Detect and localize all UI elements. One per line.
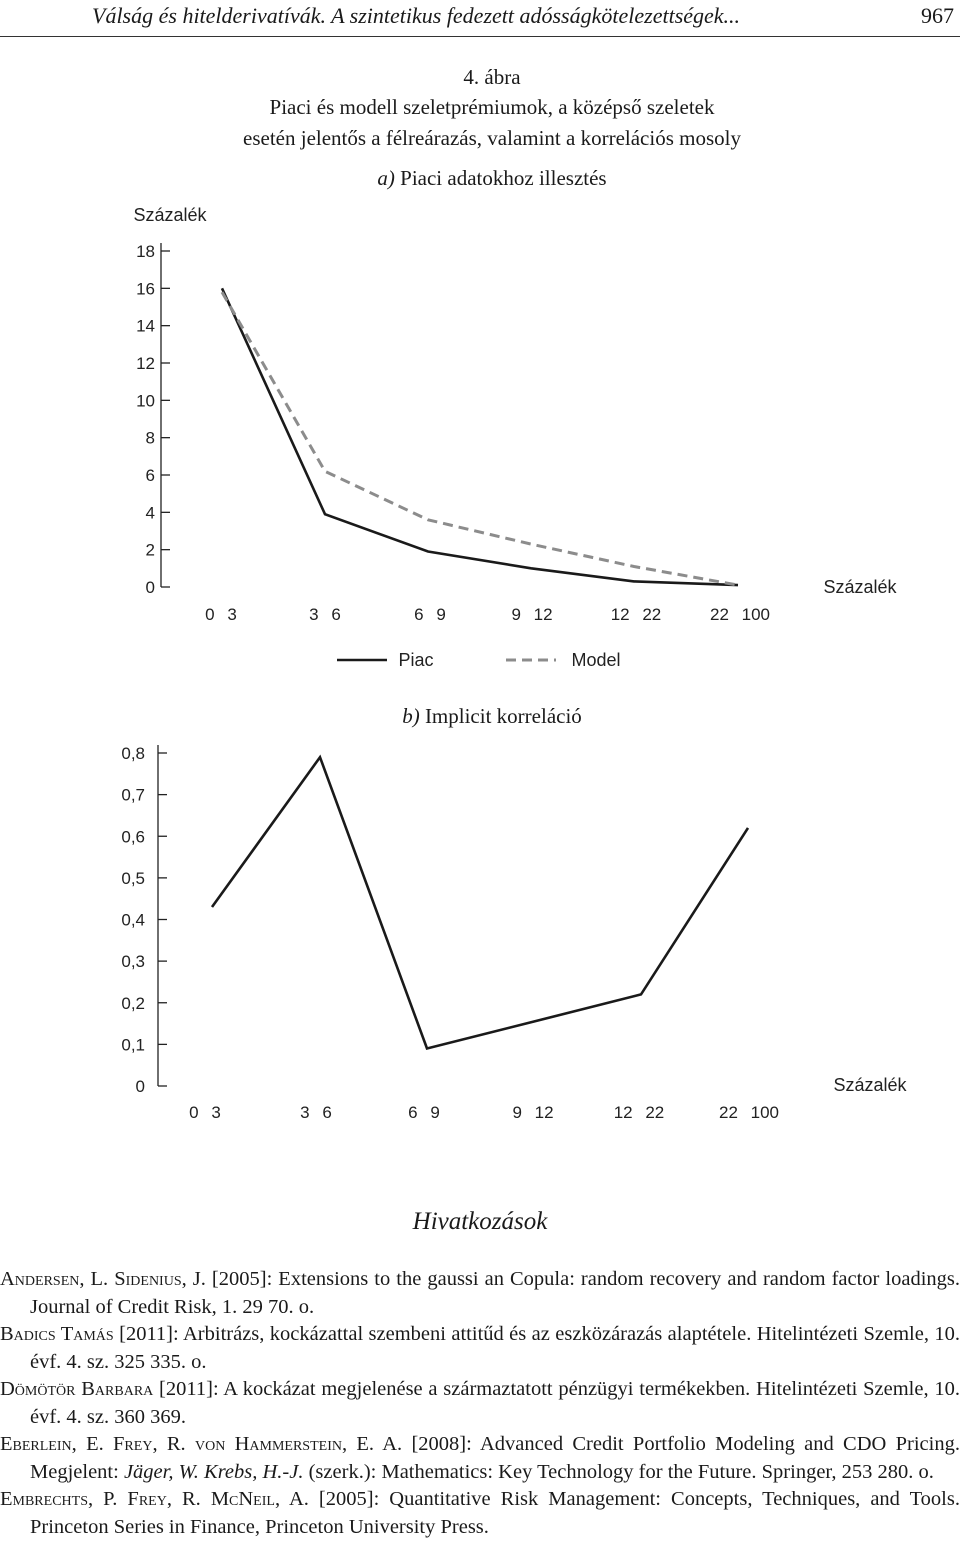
- x-tick-label: 3 6: [300, 1103, 332, 1122]
- reference-author: Sidenius: [114, 1268, 182, 1290]
- y-tick-label: 6: [145, 466, 155, 485]
- y-tick-label: 0,4: [121, 910, 145, 930]
- reference-item: [0, 1321, 960, 1376]
- y-tick-label: 18: [136, 242, 155, 261]
- references-list: [0, 1266, 960, 1541]
- reference-author: Badics Tamás: [0, 1323, 114, 1345]
- reference-text: [2005]: Extensions to the gaussi an Copula: random recovery and random factor loadings. Journal of Credit Risk, 1. 29 70. o.: [30, 1268, 960, 1318]
- x-tick-label: 12 22: [610, 605, 662, 624]
- x-tick-label: 12 22: [613, 1103, 665, 1122]
- legend-label-piac: Piac: [398, 650, 434, 670]
- reference-author: McNeil: [210, 1488, 275, 1510]
- x-tick-label: 6 9: [408, 1103, 440, 1122]
- reference-author: Frey: [113, 1433, 153, 1455]
- reference-author: Eberlein: [0, 1433, 72, 1455]
- chart-a-title-text: Piaci adatokhoz illesztés: [400, 166, 607, 190]
- x-tick-label: 22 100: [710, 605, 770, 624]
- reference-author-initials: , A.: [274, 1488, 309, 1510]
- x-tick-label: 3 6: [309, 605, 341, 624]
- reference-author: von Hammerstein: [194, 1433, 342, 1455]
- reference-text: [2011]: Arbitrázs, kockázattal szembeni attitűd és az eszközárazás alaptétele. Hitelintézeti Szemle, 10. évf. 4. sz. 325 335. o.: [30, 1323, 960, 1373]
- chart-a-prefix: a): [377, 166, 395, 190]
- y-tick-label: 8: [145, 428, 155, 448]
- reference-author-initials: , P.: [87, 1488, 128, 1510]
- y-tick-label: 0: [135, 1077, 145, 1096]
- y-tick-label: 12: [136, 354, 155, 373]
- x-tick-label: 0 3: [205, 605, 237, 624]
- reference-author-initials: , E.: [71, 1433, 114, 1455]
- reference-author: Dömötör Barbara: [0, 1378, 154, 1400]
- reference-author-initials: , E. A.: [341, 1433, 403, 1455]
- reference-author-initials: , R.: [152, 1433, 195, 1455]
- reference-text: [2005]: Quantitative Risk Management: Concepts, Techniques, and Tools. Princeton Series in Finance, Princeton University Press.: [30, 1488, 960, 1538]
- chart-a-title: [0, 166, 960, 191]
- series-line-piac: [222, 288, 738, 585]
- x-tick-label: 6 9: [414, 605, 446, 624]
- y-tick-label: 0,5: [121, 868, 145, 888]
- chart-b-title: [0, 704, 960, 729]
- reference-item: [0, 1376, 960, 1431]
- x-tick-label: 0 3: [189, 1103, 221, 1122]
- references-title: Hivatkozások: [412, 1208, 548, 1235]
- reference-text: [2011]: A kockázat megjelenése a származtatott pénzügyi termékekben. Hitelintézeti Szemle, 10. évf. 4. sz. 360 369.: [30, 1378, 960, 1428]
- figure-title-line1: Piaci és modell szeletprémiumok, a középső szeletek: [269, 95, 715, 119]
- running-header: [0, 0, 960, 37]
- reference-author: Frey: [127, 1488, 167, 1510]
- x-tick-label: 9 12: [512, 1103, 554, 1122]
- reference-author-initials: , J.: [181, 1268, 206, 1290]
- reference-text: [2008]: Advanced Credit Portfolio Modeling and CDO Pricing. Megjelent:: [30, 1433, 960, 1483]
- x-tick-label: 22 100: [719, 1103, 779, 1122]
- y-tick-label: 4: [145, 503, 155, 523]
- y-tick-label: 0,7: [121, 785, 145, 805]
- series-line-implicit-korreláció: [212, 757, 748, 1048]
- y-tick-label: 2: [145, 540, 155, 560]
- y-tick-label: 0,6: [121, 827, 145, 847]
- reference-author-initials: , L.: [79, 1268, 115, 1290]
- x-tick-label: 9 12: [511, 605, 553, 624]
- chart-b-title-text: Implicit korreláció: [424, 704, 582, 728]
- figure-title-line2: esetén jelentős a félreárazás, valamint a korrelációs mosoly: [243, 126, 741, 150]
- reference-author: Embrechts: [0, 1488, 88, 1510]
- reference-item: [0, 1486, 960, 1541]
- page-number: 967: [921, 3, 954, 28]
- figure-number: 4. ábra: [463, 65, 521, 89]
- reference-text: (szerk.): Mathematics: Key Technology for the Future. Springer, 253 280. o.: [303, 1460, 934, 1483]
- reference-author-initials: , R.: [166, 1488, 211, 1510]
- y-tick-label: 0: [145, 578, 155, 597]
- reference-editors: Jäger, W. Krebs, H.-J.: [123, 1460, 304, 1483]
- legend-label-model: Model: [571, 650, 621, 670]
- chart-b: [0, 735, 960, 1135]
- reference-item: [0, 1266, 960, 1321]
- running-title: Válság és hitelderivatívák. A szintetikus fedezett adósságkötelezettségek...: [92, 3, 741, 28]
- y-tick-label: 0,8: [121, 744, 145, 763]
- x-axis-label: Százalék: [833, 1075, 907, 1095]
- y-tick-label: 10: [136, 391, 155, 411]
- y-tick-label: 16: [136, 279, 155, 299]
- x-axis-label: Százalék: [823, 577, 897, 597]
- y-tick-label: 0,1: [121, 1035, 145, 1055]
- chart-a: [0, 195, 960, 685]
- y-tick-label: 14: [136, 316, 155, 336]
- reference-item: [0, 1431, 960, 1486]
- y-tick-label: 0,2: [121, 993, 145, 1013]
- series-line-model: [222, 292, 738, 585]
- reference-author: Andersen: [0, 1268, 80, 1290]
- y-tick-label: 0,3: [121, 952, 145, 972]
- chart-b-prefix: b): [402, 704, 420, 728]
- y-axis-label: Százalék: [133, 205, 207, 225]
